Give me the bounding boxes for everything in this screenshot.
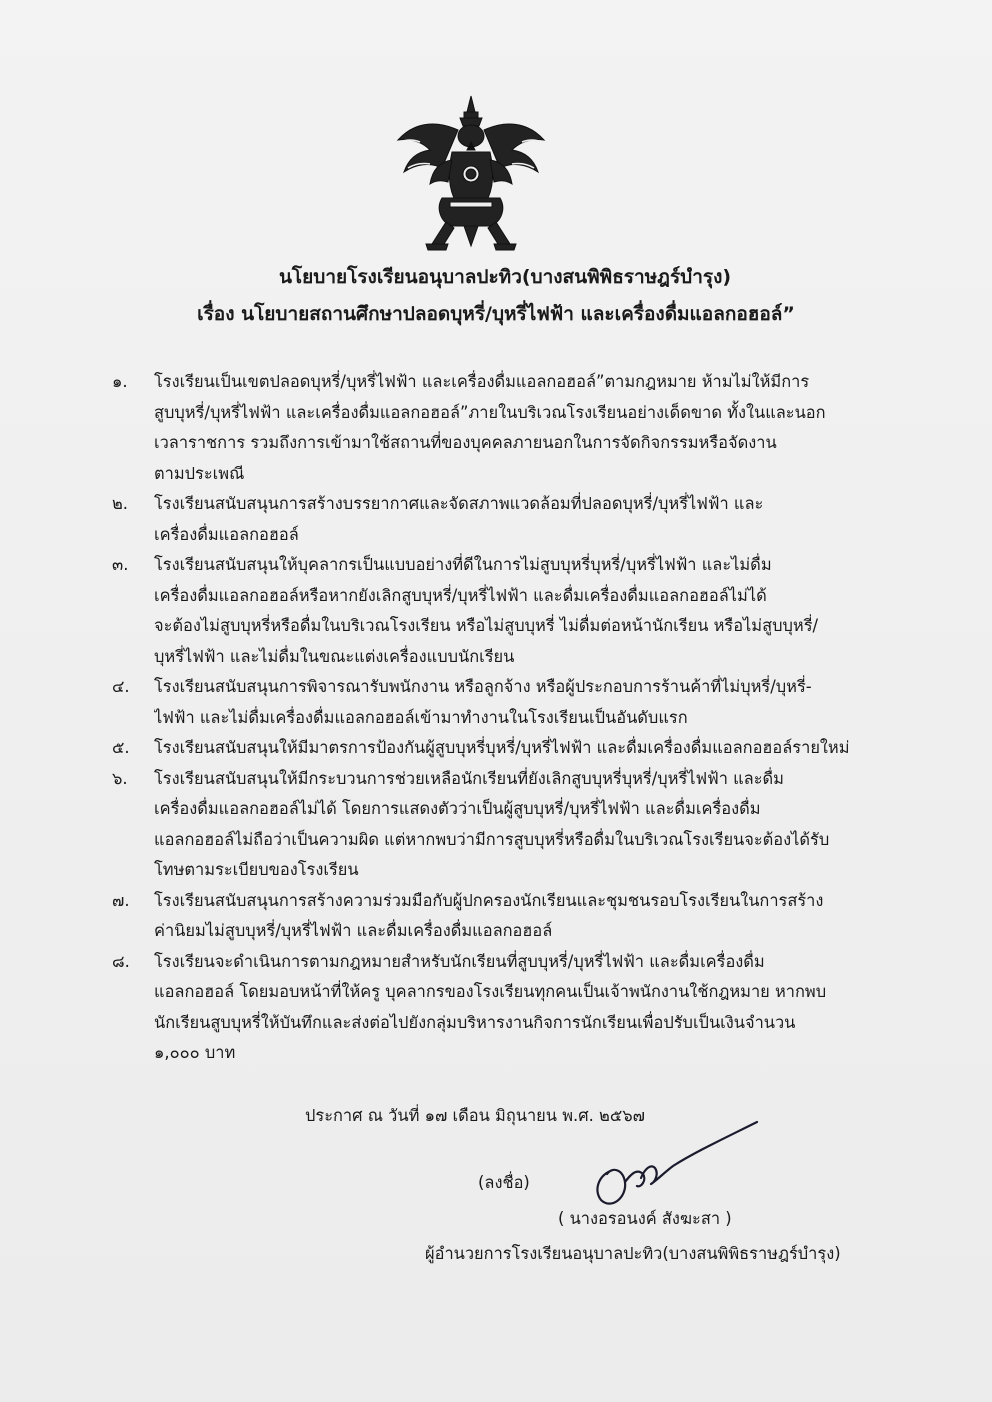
policy-item-number: ๘.	[112, 951, 130, 971]
policy-item-line: จะต้องไม่สูบบุหรี่หรือดื่มในบริเวณโรงเรียน หรือไม่สูบบุหรี่ ไม่ดื่มต่อหน้านักเรียน หรือไม่สูบบุหรี่/	[154, 616, 819, 635]
signer-name: ( นางอรอนงค์ สังฆะสา )	[558, 1209, 732, 1228]
policy-item-text	[154, 733, 876, 764]
policy-item-text	[154, 489, 876, 550]
document-title: นโยบายโรงเรียนอนุบาลปะทิว(บางสนพิพิธราษฎร์บำรุง)	[278, 266, 732, 288]
policy-item-line: เครื่องดื่มแอลกอฮอล์หรือหากยังเลิกสูบบุหรี่/บุหรี่ไฟฟ้า และดื่มเครื่องดื่มแอลกอฮอล์ไม่ได้	[154, 585, 767, 605]
policy-item-line: โทษตามระเบียบของโรงเรียน	[154, 860, 359, 879]
policy-item	[112, 733, 876, 764]
policy-item-number: ๔.	[112, 677, 130, 696]
policy-item-number: ๗.	[112, 890, 130, 910]
policy-item-text	[154, 550, 876, 672]
policy-list	[112, 367, 876, 1069]
handwritten-signature	[585, 1108, 765, 1218]
policy-item-line: โรงเรียนสนับสนุนการสร้างบรรยากาศและจัดสภาพแวดล้อมที่ปลอดบุหรี่/บุหรี่ไฟฟ้า และ	[154, 494, 764, 513]
policy-item-text	[154, 947, 876, 1069]
policy-item-line: เครื่องดื่มแอลกอฮอล์ไม่ได้ โดยการแสดงตัวว่าเป็นผู้สูบบุหรี่/บุหรี่ไฟฟ้า และดื่มเครื่องดื่ม	[154, 799, 761, 818]
policy-item	[112, 947, 876, 1069]
policy-item-line: โรงเรียนสนับสนุนให้มีมาตรการป้องกันผู้สูบบุหรี่บุหรี่/บุหรี่ไฟฟ้า และดื่มเครื่องดื่มแอลกอฮอล์รายใหม่	[154, 738, 850, 757]
policy-item	[112, 886, 876, 947]
policy-item-number: ๑.	[112, 372, 128, 391]
policy-item-line: ไฟฟ้า และไม่ดื่มเครื่องดื่มแอลกอฮอล์เข้ามาทำงานในโรงเรียนเป็นอันดับแรก	[154, 707, 688, 727]
policy-item-line: โรงเรียนจะดำเนินการตามกฎหมายสำหรับนักเรียนที่สูบบุหรี่/บุหรี่ไฟฟ้า และดื่มเครื่องดื่ม	[154, 951, 765, 971]
announcement-date: ประกาศ ณ วันที่ ๑๗ เดือน มิถุนายน พ.ศ. ๒๕๖๗	[305, 1106, 645, 1125]
policy-item-line: เครื่องดื่มแอลกอฮอล์	[154, 524, 299, 544]
policy-item-line: ค่านิยมไม่สูบบุหรี่/บุหรี่ไฟฟ้า และดื่มเครื่องดื่มแอลกอฮอล์	[154, 921, 553, 940]
policy-item-line: โรงเรียนสนับสนุนให้มีกระบวนการช่วยเหลือนักเรียนที่ยังเลิกสูบบุหรี่บุหรี่/บุหรี่ไฟฟ้า และดื่ม	[154, 768, 784, 788]
policy-item-line: บุหรี่ไฟฟ้า และไม่ดื่มในขณะแต่งเครื่องแบบนักเรียน	[154, 646, 515, 666]
policy-item-line: โรงเรียนสนับสนุนให้บุคลากรเป็นแบบอย่างที่ดีในการไม่สูบบุหรี่บุหรี่/บุหรี่ไฟฟ้า และไม่ดื่ม	[154, 555, 772, 574]
policy-item-line: แอลกอฮอล์ โดยมอบหน้าที่ให้ครู บุคลากรของโรงเรียนทุกคนเป็นเจ้าพนักงานใช้กฎหมาย หากพบ	[154, 982, 827, 1001]
policy-item-line: นักเรียนสูบบุหรี่ให้บันทึกและส่งต่อไปยังกลุ่มบริหารงานกิจการนักเรียนเพื่อปรับเป็นเงินจำนวน	[154, 1012, 796, 1032]
policy-item-number: ๕.	[112, 738, 130, 757]
policy-item-text	[154, 367, 876, 489]
policy-item	[112, 764, 876, 886]
policy-item-text	[154, 764, 876, 886]
policy-item-line: โรงเรียนสนับสนุนการพิจารณารับพนักงาน หรือลูกจ้าง หรือผู้ประกอบการร้านค้าที่ไม่บุหรี่/บุหรี่-	[154, 677, 812, 696]
garuda-emblem-icon	[386, 90, 556, 260]
policy-item-line: ตามประเพณี	[154, 463, 245, 483]
policy-item-line: โรงเรียนสนับสนุนการสร้างความร่วมมือกับผู้ปกครองนักเรียนและชุมชนรอบโรงเรียนในการสร้าง	[154, 890, 824, 910]
policy-item-line: แอลกอฮอล์ไม่ถือว่าเป็นความผิด แต่หากพบว่ามีการสูบบุหรี่หรือดื่มในบริเวณโรงเรียนจะต้องได้รับ	[154, 829, 830, 849]
policy-item	[112, 367, 876, 489]
policy-item	[112, 489, 876, 550]
policy-item-number: ๖.	[112, 768, 128, 788]
policy-item	[112, 550, 876, 672]
policy-item-line: ๑,๐๐๐ บาท	[154, 1043, 236, 1062]
policy-item-line: โรงเรียนเป็นเขตปลอดบุหรี่/บุหรี่ไฟฟ้า และเครื่องดื่มแอลกอฮอล์”ตามกฎหมาย ห้ามไม่ให้มีการ	[154, 372, 810, 391]
policy-item-line: เวลาราชการ รวมถึงการเข้ามาใช้สถานที่ของบุคคลภายนอกในการจัดกิจกรรมหรือจัดงาน	[154, 433, 777, 452]
policy-item-number: ๒.	[112, 494, 129, 513]
policy-item-text	[154, 886, 876, 947]
signer-position: ผู้อำนวยการโรงเรียนอนุบาลปะทิว(บางสนพิพิธราษฎร์บำรุง)	[425, 1244, 841, 1263]
policy-item-text	[154, 672, 876, 733]
policy-item-line: สูบบุหรี่/บุหรี่ไฟฟ้า และเครื่องดื่มแอลกอฮอล์”ภายในบริเวณโรงเรียนอย่างเด็ดขาด ทั้งในและนอก	[154, 402, 826, 422]
signature-label: (ลงชื่อ)	[478, 1173, 530, 1192]
policy-item	[112, 672, 876, 733]
document-subject: เรื่อง นโยบายสถานศึกษาปลอดบุหรี่/บุหรี่ไฟฟ้า และเครื่องดื่มแอลกอฮอล์”	[197, 303, 795, 325]
policy-item-number: ๓.	[112, 555, 129, 574]
